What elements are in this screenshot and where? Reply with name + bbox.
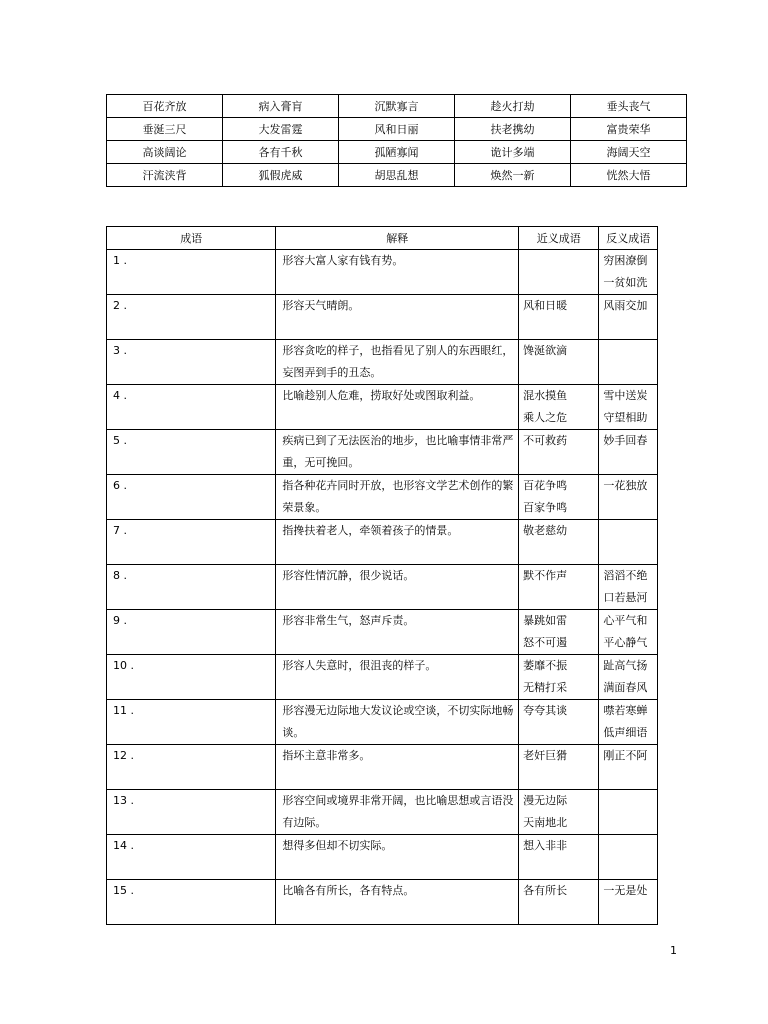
word-bank-cell: 高谈阔论	[107, 141, 223, 164]
antonym-cell: 一花独放	[599, 475, 658, 520]
word-bank-cell: 恍然大悟	[571, 164, 687, 187]
word-bank-cell: 诡计多端	[455, 141, 571, 164]
word-bank-cell: 海阔天空	[571, 141, 687, 164]
synonym-cell: 老奸巨猾	[519, 745, 599, 790]
explanation-cell: 疾病已到了无法医治的地步，也比喻事情非常严重，无可挽回。	[276, 430, 519, 475]
header-explanation: 解释	[276, 227, 519, 250]
table-row	[107, 385, 658, 430]
synonym-cell: 夸夸其谈	[519, 700, 599, 745]
synonym-cell: 默不作声	[519, 565, 599, 610]
table-row	[107, 340, 658, 385]
synonym-cell: 混水摸鱼 乘人之危	[519, 385, 599, 430]
synonym-cell: 不可救药	[519, 430, 599, 475]
table-row	[107, 835, 658, 880]
antonym-cell: 噤若寒蝉 低声细语	[599, 700, 658, 745]
explanation-cell: 形容大富人家有钱有势。	[276, 250, 519, 295]
idiom-number-cell: 11 .	[107, 700, 276, 745]
idiom-table	[106, 226, 658, 925]
word-bank-row	[107, 118, 687, 141]
antonym-cell: 一无是处	[599, 880, 658, 925]
header-antonym: 反义成语	[599, 227, 658, 250]
antonym-cell: 趾高气扬 满面春风	[599, 655, 658, 700]
explanation-cell: 形容性情沉静，很少说话。	[276, 565, 519, 610]
header-row	[107, 227, 658, 250]
word-bank-cell: 垂头丧气	[571, 95, 687, 118]
synonym-cell: 各有所长	[519, 880, 599, 925]
word-bank-table	[106, 94, 687, 187]
antonym-cell: 雪中送炭 守望相助	[599, 385, 658, 430]
idiom-number-cell: 8 .	[107, 565, 276, 610]
word-bank-row	[107, 141, 687, 164]
synonym-cell: 敬老慈幼	[519, 520, 599, 565]
page-number: 1	[670, 944, 677, 957]
idiom-number-cell: 14 .	[107, 835, 276, 880]
table-row	[107, 295, 658, 340]
header-idiom: 成语	[107, 227, 276, 250]
word-bank-cell: 垂涎三尺	[107, 118, 223, 141]
table-row	[107, 790, 658, 835]
idiom-number-cell: 6 .	[107, 475, 276, 520]
table-row	[107, 430, 658, 475]
table-row	[107, 520, 658, 565]
explanation-cell: 指各种花卉同时开放，也形容文学艺术创作的繁荣景象。	[276, 475, 519, 520]
word-bank-cell: 孤陋寡闻	[339, 141, 455, 164]
explanation-cell: 形容空间或境界非常开阔，也比喻思想或言语没有边际。	[276, 790, 519, 835]
table-row	[107, 655, 658, 700]
word-bank-cell: 胡思乱想	[339, 164, 455, 187]
antonym-cell	[599, 835, 658, 880]
antonym-cell	[599, 340, 658, 385]
idiom-number-cell: 10 .	[107, 655, 276, 700]
idiom-number-cell: 7 .	[107, 520, 276, 565]
table-row	[107, 565, 658, 610]
synonym-cell: 百花争鸣 百家争鸣	[519, 475, 599, 520]
word-bank-cell: 各有千秋	[223, 141, 339, 164]
table-row	[107, 610, 658, 655]
table-row	[107, 880, 658, 925]
idiom-number-cell: 4 .	[107, 385, 276, 430]
table-row	[107, 745, 658, 790]
synonym-cell: 风和日暖	[519, 295, 599, 340]
idiom-number-cell: 5 .	[107, 430, 276, 475]
antonym-cell: 风雨交加	[599, 295, 658, 340]
synonym-cell	[519, 250, 599, 295]
antonym-cell: 妙手回春	[599, 430, 658, 475]
antonym-cell	[599, 520, 658, 565]
table-row	[107, 475, 658, 520]
synonym-cell: 想入非非	[519, 835, 599, 880]
explanation-cell: 想得多但却不切实际。	[276, 835, 519, 880]
antonym-cell: 滔滔不绝 口若悬河	[599, 565, 658, 610]
synonym-cell: 漫无边际 天南地北	[519, 790, 599, 835]
synonym-cell: 萎靡不振 无精打采	[519, 655, 599, 700]
idiom-number-cell: 15 .	[107, 880, 276, 925]
word-bank-cell: 扶老携幼	[455, 118, 571, 141]
idiom-number-cell: 1 .	[107, 250, 276, 295]
synonym-cell: 暴跳如雷 怒不可遏	[519, 610, 599, 655]
idiom-number-cell: 9 .	[107, 610, 276, 655]
table-row	[107, 700, 658, 745]
explanation-cell: 比喻各有所长，各有特点。	[276, 880, 519, 925]
explanation-cell: 形容非常生气，怒声斥责。	[276, 610, 519, 655]
explanation-cell: 指搀扶着老人，牵领着孩子的情景。	[276, 520, 519, 565]
antonym-cell: 刚正不阿	[599, 745, 658, 790]
explanation-cell: 形容漫无边际地大发议论或空谈，不切实际地畅谈。	[276, 700, 519, 745]
word-bank-cell: 狐假虎威	[223, 164, 339, 187]
antonym-cell: 穷困潦倒 一贫如洗	[599, 250, 658, 295]
explanation-cell: 形容贪吃的样子，也指看见了别人的东西眼红，妄图弄到手的丑态。	[276, 340, 519, 385]
word-bank-cell: 沉默寡言	[339, 95, 455, 118]
table-row	[107, 250, 658, 295]
explanation-cell: 指坏主意非常多。	[276, 745, 519, 790]
word-bank-cell: 百花齐放	[107, 95, 223, 118]
antonym-cell: 心平气和 平心静气	[599, 610, 658, 655]
word-bank-cell: 风和日丽	[339, 118, 455, 141]
word-bank-cell: 大发雷霆	[223, 118, 339, 141]
word-bank-cell: 趁火打劫	[455, 95, 571, 118]
idiom-number-cell: 2 .	[107, 295, 276, 340]
explanation-cell: 形容天气晴朗。	[276, 295, 519, 340]
word-bank-cell: 汗流浃背	[107, 164, 223, 187]
antonym-cell	[599, 790, 658, 835]
synonym-cell: 馋涎欲滴	[519, 340, 599, 385]
word-bank-row	[107, 164, 687, 187]
word-bank-cell: 病入膏肓	[223, 95, 339, 118]
idiom-number-cell: 12 .	[107, 745, 276, 790]
word-bank-cell: 富贵荣华	[571, 118, 687, 141]
explanation-cell: 形容人失意时，很沮丧的样子。	[276, 655, 519, 700]
header-synonym: 近义成语	[519, 227, 599, 250]
explanation-cell: 比喻趁别人危难，捞取好处或图取利益。	[276, 385, 519, 430]
idiom-number-cell: 3 .	[107, 340, 276, 385]
idiom-number-cell: 13 .	[107, 790, 276, 835]
word-bank-cell: 焕然一新	[455, 164, 571, 187]
word-bank-row	[107, 95, 687, 118]
